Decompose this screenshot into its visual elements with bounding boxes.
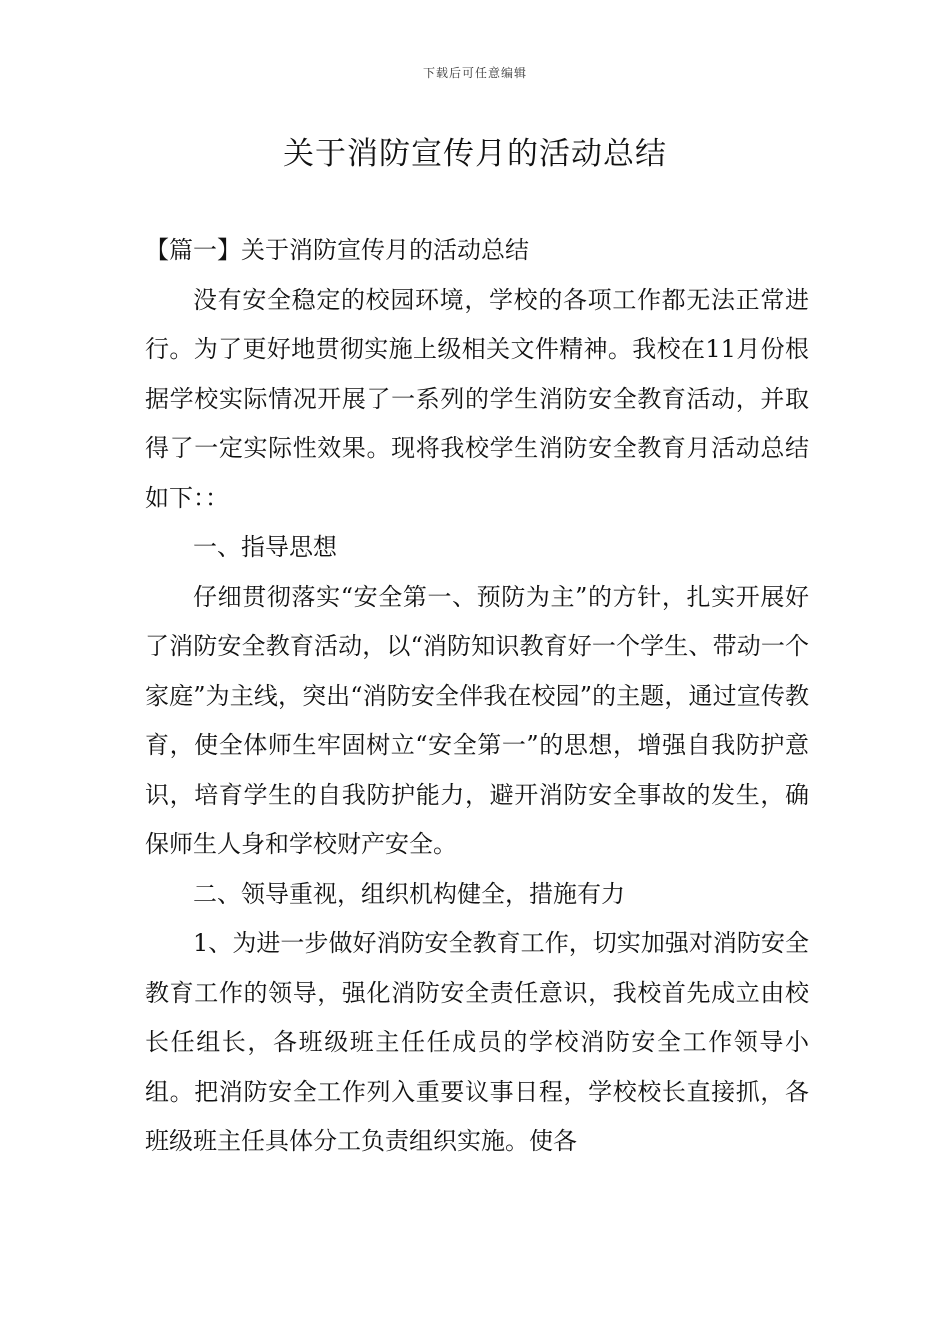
body-paragraph: 没有安全稳定的校园环境，学校的各项工作都无法正常进行。为了更好地贯彻实施上级相关文件精神。我校在11月份根据学校实际情况开展了一系列的学生消防安全教育活动，并取得了一定实际性效果。现将我校学生消防安全教育月活动总结如下：： (145, 285, 809, 512)
body-paragraph: 【篇一】关于消防宣传月的活动总结 (145, 236, 529, 264)
body-paragraph: 二、领导重视，组织机构健全，措施有力 (193, 879, 625, 908)
document-body (145, 226, 809, 1167)
body-paragraph: 一、指导思想 (193, 533, 337, 561)
header-note: 下载后可任意编辑 (422, 66, 527, 80)
body-paragraph: 1、为进一步做好消防安全教育工作，切实加强对消防安全教育工作的领导，强化消防安全责任意识，我校首先成立由校长任组长，各班级班主任任成员的学校消防安全工作领导小组。把消防安全工作列入重要议事日程，学校校长直接抓，各班级班主任具体分工负责组织实施。使各 (145, 929, 809, 1155)
document-title: 关于消防宣传月的活动总结 (283, 136, 667, 172)
body-paragraph: 仔细贯彻落实“安全第一、预防为主”的方针，扎实开展好了消防安全教育活动，以“消防知识教育好一个学生、带动一个家庭”为主线，突出“消防安全伴我在校园”的主题，通过宣传教育，使全体师生牢固树立“安全第一”的思想，增强自我防护意识，培育学生的自我防护能力，避开消防安全事故的发生，确保师生人身和学校财产安全。 (145, 582, 809, 858)
